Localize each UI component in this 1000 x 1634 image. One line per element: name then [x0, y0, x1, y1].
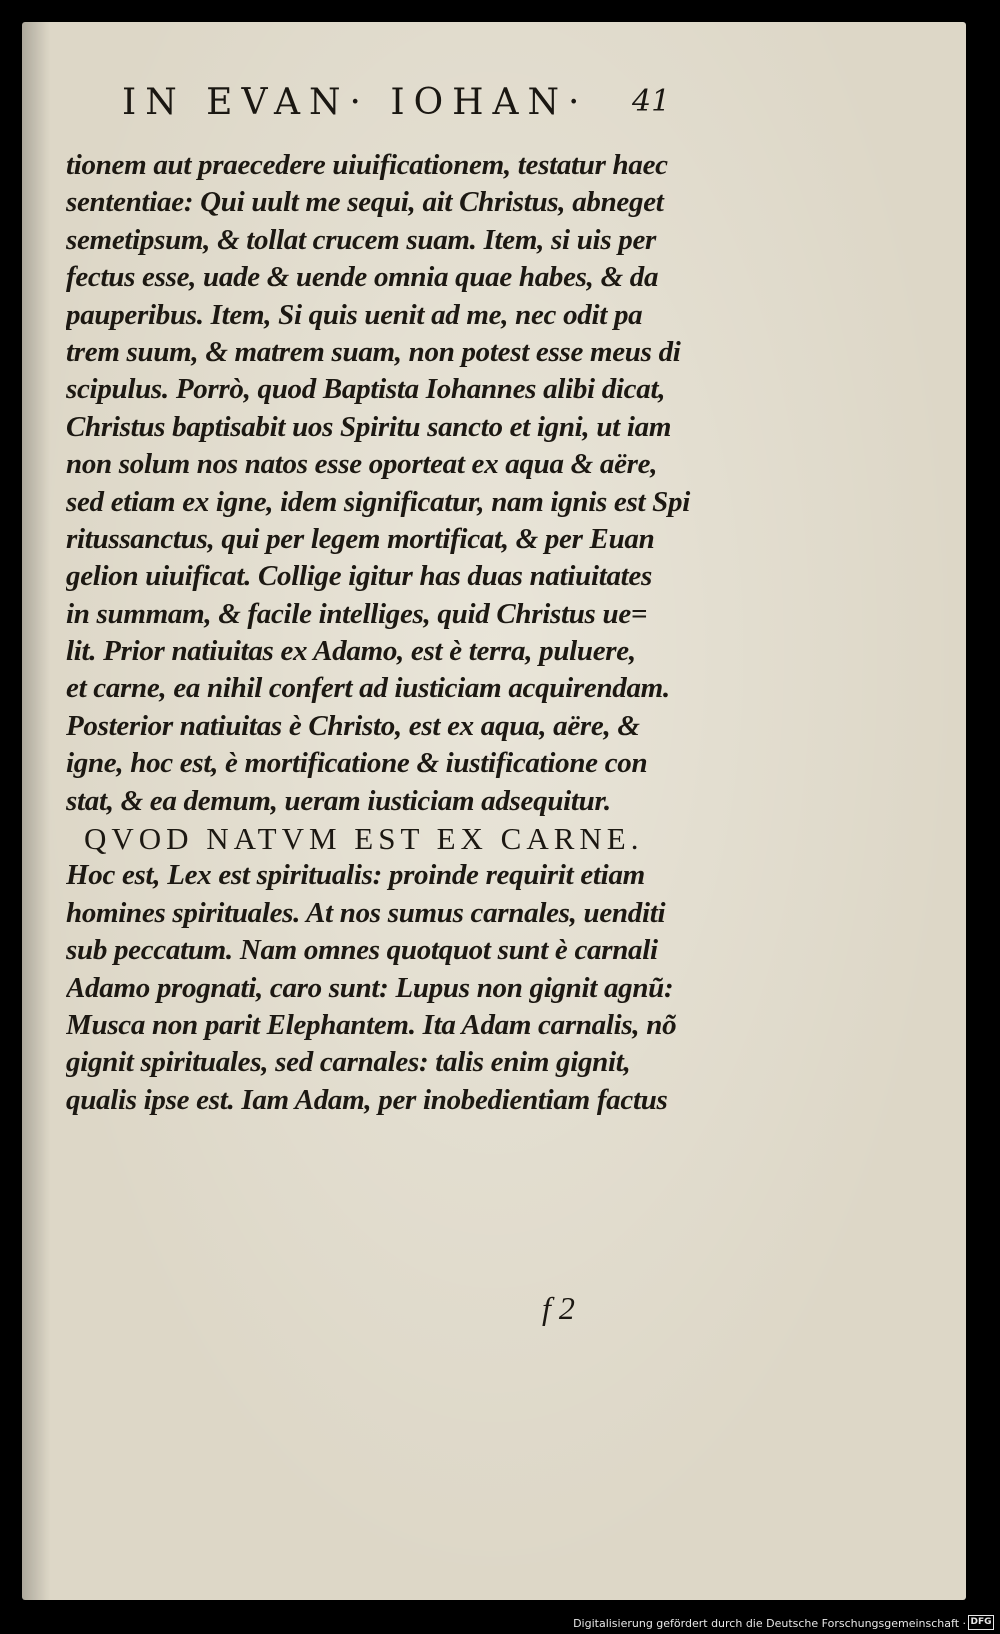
- text-line: Christus baptisabit uos Spiritu sancto et igni, ut iam: [66, 410, 672, 443]
- text-line: in summam, & facile intelliges, quid Christus ue=: [66, 597, 648, 630]
- text-line: pauperibus. Item, Si quis uenit ad me, nec odit pa: [66, 298, 643, 331]
- text-line: Adamo prognati, caro sunt: Lupus non gignit agnũ:: [66, 971, 674, 1004]
- text-line: sententiae: Qui uult me sequi, ait Christus, abneget: [66, 186, 664, 219]
- text-line: stat, & ea demum, ueram iusticiam adsequitur.: [66, 784, 611, 817]
- text-line: scipulus. Porrò, quod Baptista Iohannes alibi dicat,: [66, 373, 666, 406]
- text-line: qualis ipse est. Iam Adam, per inobedientiam factus: [66, 1083, 668, 1116]
- text-line: lit. Prior natiuitas ex Adamo, est è terra, puluere,: [66, 635, 636, 668]
- text-line: et carne, ea nihil confert ad iusticiam acquirendam.: [66, 672, 670, 705]
- text-line: fectus esse, uade & uende omnia quae habes, & da: [66, 261, 659, 294]
- digitization-credit: Digitalisierung gefördert durch die Deutsche Forschungsgemeinschaft ·: [573, 1617, 966, 1630]
- text-line: tionem aut praecedere uiuificationem, testatur haec: [66, 149, 668, 181]
- text-line: trem suum, & matrem suam, non potest esse meus di: [66, 335, 681, 368]
- section-heading: QVOD NATVM EST EX CARNE.: [84, 821, 644, 857]
- text-line: sed etiam ex igne, idem significatur, nam ignis est Spi: [66, 485, 690, 518]
- text-line: non solum nos natos esse oporteat ex aqua & aëre,: [66, 448, 658, 481]
- dfg-logo: DFG: [968, 1615, 994, 1630]
- signature-mark: f 2: [542, 1290, 575, 1326]
- text-line: sub peccatum. Nam omnes quotquot sunt è carnali: [66, 934, 658, 967]
- text-line: semetipsum, & tollat crucem suam. Item, si uis per: [66, 223, 657, 256]
- running-head: IN EVAN· IOHAN·: [122, 82, 589, 123]
- page-number: 41: [632, 84, 671, 119]
- text-line: ritussanctus, qui per legem mortificat, & per Euan: [66, 522, 655, 555]
- book-page: [22, 22, 966, 1600]
- text-line: homines spirituales. At nos sumus carnales, uenditi: [66, 896, 666, 929]
- text-line: Musca non parit Elephantem. Ita Adam carnalis, nõ: [66, 1008, 677, 1041]
- text-block: [66, 147, 726, 1119]
- text-line: Hoc est, Lex est spiritualis: proinde requirit etiam: [66, 859, 645, 892]
- text-line: Posterior natiuitas è Christo, est ex aqua, aëre, &: [66, 709, 640, 742]
- text-line: igne, hoc est, è mortificatione & iustificatione con: [66, 747, 648, 780]
- text-line: gelion uiuificat. Collige igitur has duas natiuitates: [66, 560, 652, 593]
- text-line: gignit spirituales, sed carnales: talis enim gignit,: [66, 1046, 631, 1079]
